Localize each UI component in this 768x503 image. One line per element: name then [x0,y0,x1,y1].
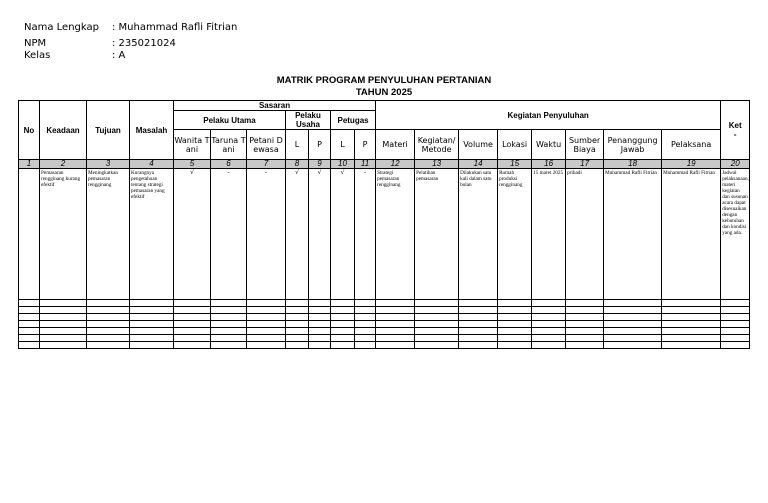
column-number: 4 [130,160,174,169]
empty-cell [459,300,498,307]
empty-cell [331,321,355,328]
header-taruna-tani: Taruna Tani [211,130,247,160]
column-number: 3 [87,160,130,169]
empty-cell [376,307,415,314]
empty-cell [721,314,750,321]
empty-cell [40,328,87,335]
empty-cell [566,307,604,314]
empty-cell [331,328,355,335]
empty-cell [309,328,331,335]
header-usaha-p: P [309,130,331,160]
empty-cell [459,321,498,328]
empty-cell [721,307,750,314]
empty-cell [211,307,247,314]
empty-cell [211,335,247,342]
empty-cell [174,314,211,321]
column-number: 8 [286,160,309,169]
empty-cell [376,314,415,321]
empty-cell [309,314,331,321]
cell-petugas-l: √ [331,169,355,300]
empty-cell [286,335,309,342]
column-number: 6 [211,160,247,169]
empty-cell [211,328,247,335]
table-row [19,169,750,300]
empty-cell [662,328,721,335]
empty-cell [604,328,662,335]
empty-cell [247,328,286,335]
empty-cell [376,300,415,307]
empty-cell [566,335,604,342]
empty-cell [130,321,174,328]
empty-cell [532,314,566,321]
empty-cell [376,321,415,328]
column-number: 12 [376,160,415,169]
cell-volume: Dilakukan satu kali dalam satu bulan [459,169,498,300]
empty-cell [721,342,750,349]
empty-cell [309,307,331,314]
empty-cell [174,307,211,314]
empty-cell [459,314,498,321]
empty-cell [130,335,174,342]
empty-cell [604,300,662,307]
empty-cell [87,300,130,307]
empty-rows [19,300,750,349]
empty-table-row [19,307,750,314]
empty-cell [40,300,87,307]
empty-cell [174,335,211,342]
column-number: 7 [247,160,286,169]
empty-cell [498,335,532,342]
header-pelaku-usaha: Pelaku Usaha [286,111,331,130]
cell-waktu: 15 maret 2025 [532,169,566,300]
header-materi: Materi [376,130,415,160]
empty-cell [286,314,309,321]
empty-cell [604,335,662,342]
empty-table-row [19,314,750,321]
empty-cell [40,342,87,349]
empty-cell [415,335,459,342]
header-metode: Kegiatan/ Metode [415,130,459,160]
empty-cell [355,328,376,335]
cell-petugas-p: - [355,169,376,300]
header-wanita-tani: Wanita Tani [174,130,211,160]
page-title: MATRIK PROGRAM PENYULUHAN PERTANIAN [276,75,492,86]
column-number: 1 [19,160,40,169]
empty-table-row [19,300,750,307]
empty-cell [331,307,355,314]
empty-cell [355,300,376,307]
empty-cell [309,321,331,328]
empty-cell [415,314,459,321]
column-number: 19 [662,160,721,169]
empty-cell [604,307,662,314]
header-pelaku-utama: Pelaku Utama [174,111,286,130]
empty-cell [532,328,566,335]
header-ket [721,101,750,160]
empty-cell [566,328,604,335]
empty-cell [604,321,662,328]
empty-cell [309,335,331,342]
empty-cell [130,300,174,307]
empty-cell [604,342,662,349]
column-number: 11 [355,160,376,169]
empty-cell [331,342,355,349]
empty-cell [174,328,211,335]
empty-cell [130,342,174,349]
cell-ket: Jadwal pelaksanaan, materi kegiatan dan susunan acara dapat disesuaikan dengan kebutuhan dan kondisi yang ada. [721,169,750,300]
empty-cell [286,321,309,328]
empty-cell [662,335,721,342]
empty-cell [532,335,566,342]
empty-cell [19,342,40,349]
empty-cell [19,300,40,307]
column-number: 2 [40,160,87,169]
empty-cell [211,321,247,328]
empty-cell [87,307,130,314]
empty-cell [662,342,721,349]
cell-masalah: Kurangnya pengetahuan tentang strategi pemasaran yang efektif [130,169,174,300]
empty-cell [459,335,498,342]
header-penanggung-jawab: Penanggung Jawab [604,130,662,160]
empty-cell [19,307,40,314]
header-petugas-l: L [331,130,355,160]
column-number: 15 [498,160,532,169]
empty-cell [331,300,355,307]
cell-no [19,169,40,300]
name-label: Nama Lengkap [24,22,99,33]
header-sasaran: Sasaran [174,101,376,111]
empty-cell [566,321,604,328]
empty-cell [498,307,532,314]
empty-table-row [19,328,750,335]
empty-cell [331,335,355,342]
empty-cell [498,342,532,349]
empty-cell [174,300,211,307]
column-number: 5 [174,160,211,169]
empty-cell [662,321,721,328]
column-number: 18 [604,160,662,169]
empty-cell [40,307,87,314]
empty-cell [566,314,604,321]
npm-value: : 235021024 [112,38,176,49]
empty-table-row [19,335,750,342]
empty-cell [40,335,87,342]
empty-cell [415,342,459,349]
empty-cell [498,300,532,307]
empty-cell [211,314,247,321]
header-waktu: Waktu [532,130,566,160]
empty-cell [40,321,87,328]
page-subtitle: TAHUN 2025 [355,87,413,98]
empty-cell [211,342,247,349]
empty-cell [211,300,247,307]
empty-cell [721,321,750,328]
empty-cell [130,328,174,335]
empty-cell [532,342,566,349]
cell-lokasi: Rumah produksi rengginang [498,169,532,300]
empty-cell [87,321,130,328]
empty-cell [174,342,211,349]
cell-penanggung-jawab: Muhammad Rafli Fitrian [604,169,662,300]
empty-cell [566,342,604,349]
empty-cell [40,314,87,321]
empty-cell [532,300,566,307]
cell-taruna-tani: - [211,169,247,300]
empty-cell [415,307,459,314]
cell-materi: Strategi pemasaran rengginang [376,169,415,300]
empty-cell [721,328,750,335]
empty-cell [247,314,286,321]
header-volume: Volume [459,130,498,160]
empty-cell [721,300,750,307]
empty-cell [331,314,355,321]
empty-cell [459,307,498,314]
empty-cell [286,328,309,335]
empty-cell [247,300,286,307]
empty-cell [355,321,376,328]
empty-table-row [19,321,750,328]
cell-tujuan: Meningkatkan pemasaran rengginang [87,169,130,300]
empty-cell [247,307,286,314]
empty-cell [247,335,286,342]
column-number: 10 [331,160,355,169]
empty-cell [309,342,331,349]
header-petugas: Petugas [331,111,376,130]
class-value: : A [112,50,126,61]
empty-cell [498,321,532,328]
empty-cell [662,307,721,314]
header-sumber-biaya: Sumber Biaya [566,130,604,160]
cell-metode: Pelatihan pemasaran [415,169,459,300]
empty-cell [498,328,532,335]
empty-cell [174,321,211,328]
empty-cell [19,321,40,328]
empty-cell [355,342,376,349]
header-ket-label: Ket [728,121,742,130]
header-no: No [19,101,40,160]
column-number: 16 [532,160,566,169]
column-number-row [19,160,750,169]
npm-label: NPM [24,38,47,49]
name-value: : Muhammad Rafli Fitrian [112,22,238,33]
empty-cell [604,314,662,321]
column-number: 13 [415,160,459,169]
empty-cell [459,328,498,335]
empty-cell [662,314,721,321]
cell-sumber-biaya: pribadi [566,169,604,300]
header-ket-dash: - [733,130,737,139]
column-number: 14 [459,160,498,169]
header-pelaksana: Pelaksana [662,130,721,160]
empty-cell [286,307,309,314]
empty-cell [415,300,459,307]
empty-cell [376,328,415,335]
empty-cell [532,307,566,314]
column-number: 9 [309,160,331,169]
empty-cell [247,321,286,328]
cell-pelaksana: Muhammad Rafli Fitrian [662,169,721,300]
empty-cell [355,307,376,314]
cell-keadaan: Pemasaran rengginang kurang efektif [40,169,87,300]
empty-cell [721,335,750,342]
empty-cell [19,335,40,342]
header-kegiatan: Kegiatan Penyuluhan [376,101,721,130]
empty-cell [498,314,532,321]
empty-cell [19,328,40,335]
empty-cell [566,300,604,307]
empty-cell [286,342,309,349]
cell-wanita-tani: √ [174,169,211,300]
cell-petani-dewasa: - [247,169,286,300]
header-usaha-l: L [286,130,309,160]
header-keadaan: Keadaan [40,101,87,160]
empty-cell [309,300,331,307]
empty-cell [130,314,174,321]
empty-cell [355,335,376,342]
empty-cell [376,335,415,342]
header-tujuan: Tujuan [87,101,130,160]
empty-cell [87,314,130,321]
column-number: 17 [566,160,604,169]
empty-cell [130,307,174,314]
header-petugas-p: P [355,130,376,160]
empty-cell [459,342,498,349]
column-number: 20 [721,160,750,169]
empty-cell [19,314,40,321]
empty-cell [87,328,130,335]
cell-usaha-l: √ [286,169,309,300]
header-petani-dewasa: Petani Dewasa [247,130,286,160]
empty-cell [662,300,721,307]
header-masalah: Masalah [130,101,174,160]
cell-usaha-p: √ [309,169,331,300]
empty-cell [376,342,415,349]
empty-table-row [19,342,750,349]
empty-cell [87,335,130,342]
empty-cell [532,321,566,328]
empty-cell [247,342,286,349]
class-label: Kelas [24,50,51,61]
program-matrix-table [18,100,750,349]
empty-cell [415,328,459,335]
header-lokasi: Lokasi [498,130,532,160]
empty-cell [286,300,309,307]
empty-cell [87,342,130,349]
empty-cell [355,314,376,321]
empty-cell [415,321,459,328]
